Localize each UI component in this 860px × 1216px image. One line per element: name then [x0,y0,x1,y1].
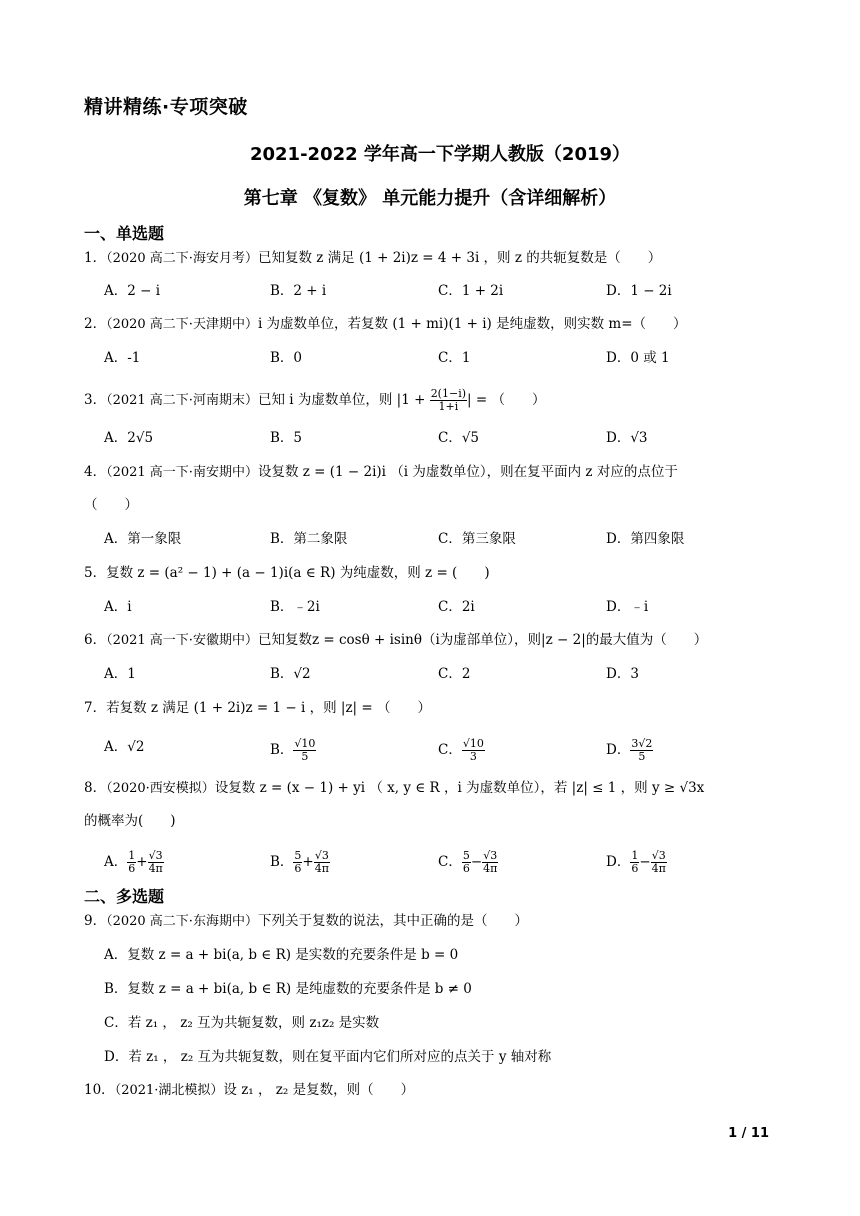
option-c: C．2 [438,666,471,682]
option-d: D． $\frac{1}{6}$ − $\frac{√3}{4\pi}$ [606,849,666,875]
fraction: $\frac{√10}{3}$ [462,737,484,763]
option-d: D．﹣i [606,599,649,615]
question-3: 3．（2021 高二下·河南期末）已知 i 为虚数单位，则 |1 + $\frac{2(1-i)}{1+i}$ | = （ ） [84,387,546,413]
option-b: B． $\frac{√10}{5}$ [270,737,316,763]
option-c: C．√5 [438,430,480,446]
option-d: D．3 [606,666,639,682]
page-number: 1 / 11 [728,1126,769,1141]
option-c: C．1 [438,350,471,366]
option-c: C．1 + 2i [438,283,504,299]
fraction: $\frac{2(1-i)}{1+i}$ [430,387,467,413]
option-d: D．√3 [606,430,648,446]
option-d: D．第四象限 [606,531,685,547]
option-b: B．第二象限 [270,531,348,547]
question-8: 8．（2020·西安模拟）设复数 z = (x − 1) + yi （ x, y ∈ R ，i 为虚数单位），若 |z| ≤ 1 ，则 y ≥ √3x [84,780,705,796]
fraction: $\frac{√10}{5}$ [294,737,316,763]
question-8-continued: 的概率为( ) [84,813,176,829]
option-b: B．√2 [270,666,311,682]
option-a: A．√2 [104,739,145,755]
section-single-choice: 一、单选题 [84,224,165,243]
section-multiple-choice: 二、多选题 [84,887,165,906]
option-b: B．2 + i [270,283,327,299]
option-d: D． $\frac{3√2}{5}$ [606,737,653,763]
option-c: C． $\frac{√10}{3}$ [438,737,484,763]
question-2: 2．（2020 高二下·天津期中）i 为虚数单位，若复数 (1 + mi)(1 + i) 是纯虚数，则实数 m=（ ） [84,316,687,332]
option-a: A． $\frac{1}{6}$ + $\frac{√3}{4\pi}$ [104,849,163,875]
question-4-continued: （ ） [84,497,138,513]
question-9-option-c: C．若 z₁ ， z₂ 互为共轭复数，则 z₁z₂ 是实数 [104,1015,380,1031]
option-c: C．2i [438,599,475,615]
question-5: 5．复数 z = (a² − 1) + (a − 1)i(a ∈ R) 为纯虚数，则 z = ( ) [84,565,490,581]
question-9-option-b: B．复数 z = a + bi(a, b ∈ R) 是纯虚数的充要条件是 b ≠ 0 [104,981,472,997]
option-d: D．1 − 2i [606,283,672,299]
option-b: B．5 [270,430,303,446]
question-4: 4．（2021 高一下·南安期中）设复数 z = (1 − 2i)i （i 为虚数单位），则在复平面内 z 对应的点位于 [84,464,678,480]
option-b: B．﹣2i [270,599,320,615]
question-10: 10．（2021·湖北模拟）设 z₁ ， z₂ 是复数，则（ ） [84,1082,415,1098]
document-title-line2: 第七章 《复数》 单元能力提升（含详细解析） [243,188,617,209]
option-d: D．0 或 1 [606,350,670,366]
option-c: C．第三象限 [438,531,516,547]
option-a: A．2 − i [104,283,161,299]
option-a: A．第一象限 [104,531,182,547]
question-9: 9．（2020 高二下·东海期中）下列关于复数的说法，其中正确的是（ ） [84,913,528,929]
option-c: C． $\frac{5}{6}$ − $\frac{√3}{4\pi}$ [438,849,498,875]
document-title-line1: 2021-2022 学年高一下学期人教版（2019） [249,144,631,165]
brand-title: 精讲精练·专项突破 [84,96,248,118]
option-a: A．-1 [104,350,141,366]
question-9-option-a: A．复数 z = a + bi(a, b ∈ R) 是实数的充要条件是 b = 0 [104,947,459,963]
option-a: A．1 [104,666,136,682]
option-a: A．i [104,599,132,615]
option-b: B． $\frac{5}{6}$ + $\frac{√3}{4\pi}$ [270,849,329,875]
question-9-option-d: D．若 z₁ ， z₂ 互为共轭复数，则在复平面内它们所对应的点关于 y 轴对称 [104,1049,552,1065]
question-7: 7．若复数 z 满足 (1 + 2i)z = 1 − i ，则 |z| = （ ） [84,700,431,716]
option-a: A．2√5 [104,430,154,446]
question-6: 6．（2021 高一下·安徽期中）已知复数z = cosθ + isinθ（i为虚部单位），则|z − 2|的最大值为（ ） [84,632,708,648]
question-1: 1．（2020 高二下·海安月考）已知复数 z 满足 (1 + 2i)z = 4 + 3i ，则 z 的共轭复数是（ ） [84,250,662,266]
option-b: B．0 [270,350,303,366]
fraction: $\frac{3√2}{5}$ [631,737,653,763]
